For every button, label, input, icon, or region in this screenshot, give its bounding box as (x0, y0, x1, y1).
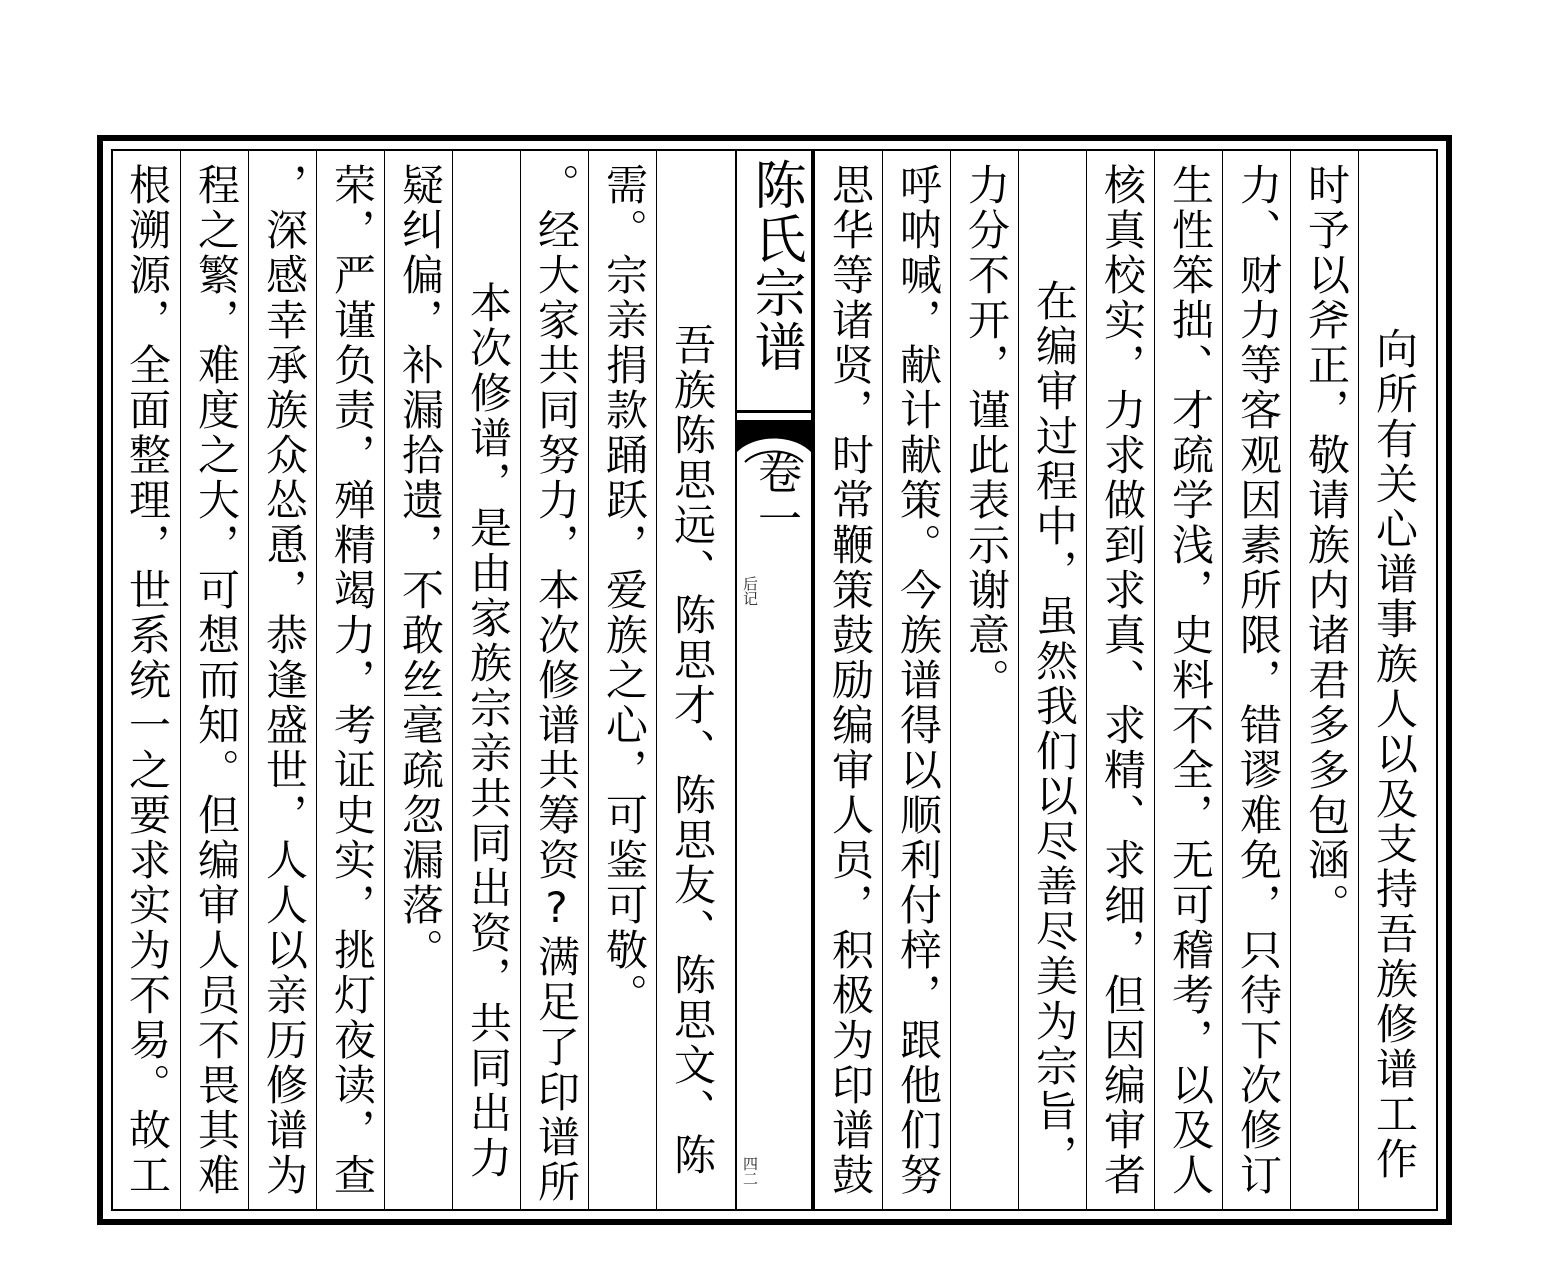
text-column-7: 力分不开，谨此表示谢意。 (962, 163, 1011, 703)
text-column-13: 本次修谱，是由家族宗亲共同出资，共同出力 (464, 281, 513, 1181)
spine-ornament-rule (737, 420, 811, 422)
text-column-16: ，深感幸承族众怂恿，恭逢盛世，人人以亲历修谱为 (260, 163, 309, 1198)
text-column-11: 需。宗亲捐款踊跃，爱族之心，可鉴可敬。 (600, 163, 649, 1018)
book-title: 陈氏宗谱 (745, 158, 805, 374)
section-label: 后记 (741, 576, 759, 606)
text-column-12: 。经大家共同努力，本次修谱共筹资?满足了印谱所 (532, 163, 581, 1205)
volume-label: 卷一 (750, 450, 801, 542)
text-column-15: 荣，严谨负责，殚精竭力，考证史实，挑灯夜读，查 (328, 163, 377, 1198)
text-column-4: 生性笨拙、才疏学浅，史料不全，无可稽考，以及人 (1166, 163, 1215, 1198)
spine-title-underline (737, 410, 811, 413)
text-column-14: 疑纠偏，补漏拾遗，不敢丝毫疏忽漏落。 (396, 163, 445, 973)
page-number: 四二 (741, 1156, 759, 1186)
text-column-1: 向所有关心谱事族人以及支持吾族修谱工作 (1370, 327, 1419, 1182)
text-column-5: 核真校实，力求做到求真、求精、求细，但因编审者 (1098, 163, 1147, 1198)
spine-left-rule (735, 151, 737, 1209)
text-column-10: 吾族陈思远、陈思才、陈思友、陈思文、陈 (668, 323, 717, 1178)
text-column-2: 时予以斧正，敬请族内诸君多多包涵。 (1302, 163, 1351, 928)
text-column-9: 思华等诸贤，时常鞭策鼓励编审人员，积极为印谱鼓 (826, 163, 875, 1198)
text-column-3: 力、财力等客观因素所限，错谬难免，只待下次修订 (1234, 163, 1283, 1198)
spine-right-rule (811, 151, 815, 1209)
text-column-18: 根溯源，全面整理，世系统一之要求实为不易。故工 (123, 163, 172, 1198)
text-column-6: 在编审过程中，虽然我们以尽善尽美为宗旨， (1030, 279, 1079, 1179)
text-column-17: 程之繁，难度之大，可想而知。但编审人员不畏其难 (192, 163, 241, 1198)
text-column-8: 呼呐喊，献计献策。今族谱得以顺利付梓，跟他们努 (894, 163, 943, 1198)
